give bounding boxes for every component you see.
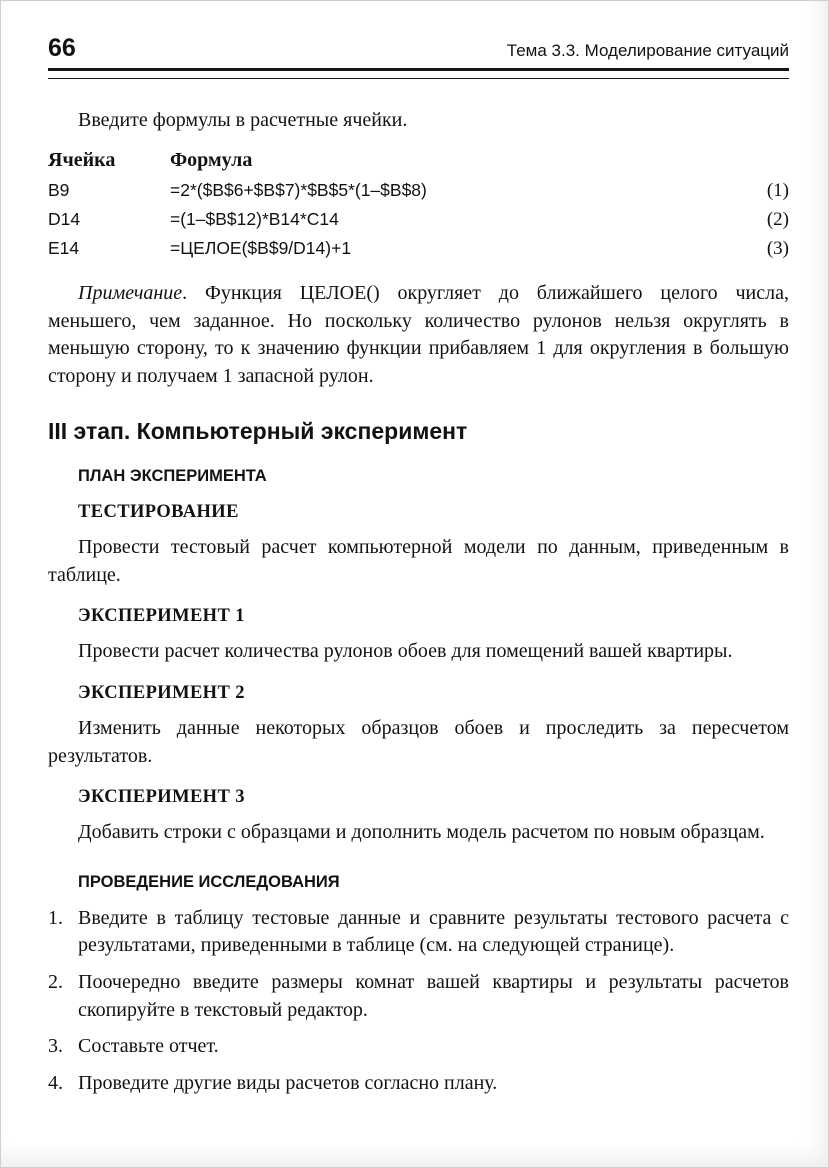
list-item-number: 2. [48,971,63,994]
cell-reference: D14 [48,209,81,230]
header-rule [48,68,789,79]
list-item-number: 3. [48,1035,63,1058]
stage-heading: III этап. Компьютерный эксперимент [48,418,468,445]
formula-table-header-row [48,145,789,176]
cell-reference: E14 [48,238,80,259]
table-row [48,205,789,234]
list-item-text: Составьте отчет. [78,1035,219,1058]
column-header-formula: Формула [170,148,253,171]
research-heading: ПРОВЕДЕНИЕ ИССЛЕДОВАНИЯ [78,872,340,891]
table-row [48,234,789,263]
list-item [48,1033,789,1061]
list-item [48,1070,789,1098]
equation-number: (1) [766,179,789,201]
list-item-number: 4. [48,1071,63,1094]
page-number: 66 [48,34,76,62]
cell-formula: =ЦЕЛОЕ($B$9/D14)+1 [170,238,352,259]
experiment-paragraph: Провести расчет количества рулонов обоев для помещений вашей квартиры. [78,640,733,663]
experiment-paragraph: Добавить строки с образцами и дополнить модель расчетом по новым образцам. [78,821,765,844]
list-item-text: Введите в таблицу тестовые данные и сравните результаты тестового расчета с результатами, приведенными в таблице (см. на следующей странице). [78,906,789,957]
note-paragraph [48,280,789,390]
cell-formula: =(1–$B$12)*B14*C14 [170,209,339,230]
formula-table [48,145,789,264]
cell-formula: =2*($B$6+$B$7)*$B$5*(1–$B$8) [170,179,427,200]
list-item [48,905,789,960]
experiment-heading-2: ЭКСПЕРИМЕНТ 2 [78,683,245,704]
cell-reference: B9 [48,179,70,200]
running-title: Тема 3.3. Моделирование ситуаций [506,41,789,60]
list-item-text: Проведите другие виды расчетов согласно плану. [78,1071,498,1094]
intro-paragraph: Введите формулы в расчетные ячейки. [78,109,408,131]
table-row [48,176,789,205]
column-header-cell: Ячейка [48,148,116,171]
experiment-heading-testing: ТЕСТИРОВАНИЕ [78,502,239,523]
page-header [48,34,789,63]
list-item-text: Поочередно введите размеры комнат вашей квартиры и результаты расчетов скопируйте в текстовый редактор. [78,971,789,1021]
note-body: . Функция ЦЕЛОЕ() округляет до ближайшего целого числа, меньшего, чем заданное. Но поскольку количество рулонов нельзя округлять в меньшую сторону, то к значению функции прибавляем 1 для округления в большую сторону и получаем 1 запасной рулон. [48,281,789,387]
list-item [48,969,789,1024]
list-item-number: 1. [48,906,63,929]
experiment-heading-3: ЭКСПЕРИМЕНТ 3 [78,787,245,808]
experiment-paragraph: Провести тестовый расчет компьютерной модели по данным, приведенным в таблице. [48,536,789,586]
equation-number: (3) [766,238,789,260]
experiment-heading-1: ЭКСПЕРИМЕНТ 1 [78,606,245,627]
experiment-paragraph: Изменить данные некоторых образцов обоев и проследить за пересчетом результатов. [48,717,789,767]
equation-number: (2) [766,209,789,231]
note-lead: Примечание [78,281,183,304]
plan-heading: ПЛАН ЭКСПЕРИМЕНТА [78,467,267,486]
